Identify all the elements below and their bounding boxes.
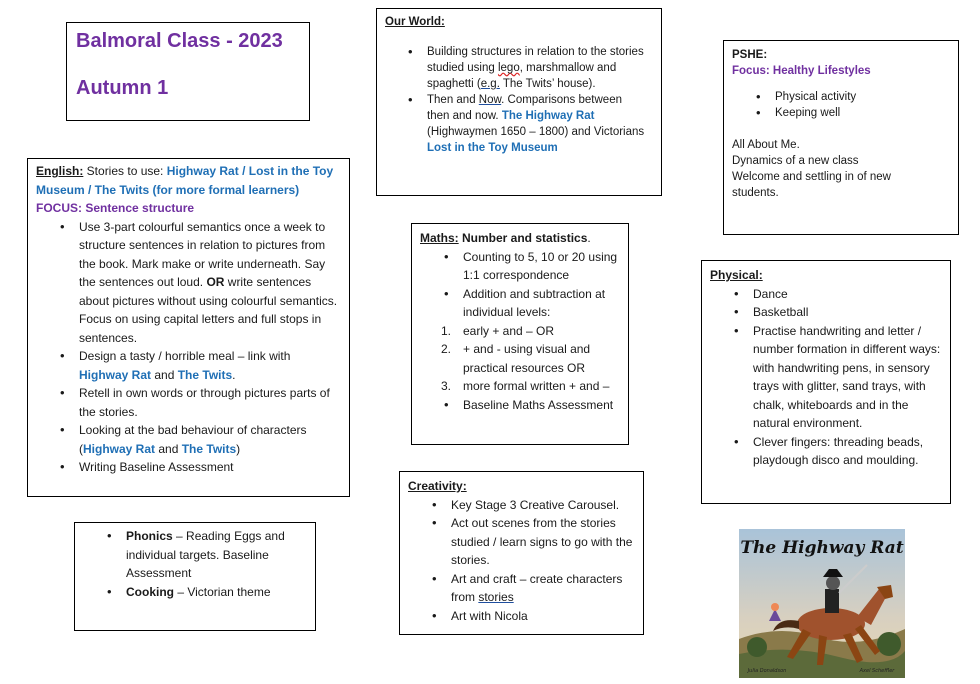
creativity-heading: Creativity: bbox=[408, 479, 467, 493]
list-item: 1. early + and – OR bbox=[441, 323, 555, 338]
pshe-text-2: Dynamics of a new class bbox=[732, 155, 859, 167]
book-cover-illustration bbox=[739, 529, 905, 678]
list-item: • Art with Nicola bbox=[451, 607, 635, 626]
creativity-box bbox=[399, 471, 644, 635]
list-item: • Building structures in relation to the stories studied using lego, marshmallow and spaghetti (e.g. The Twits’ house). bbox=[427, 44, 647, 92]
pshe-text-3: Welcome and settling in of new students. bbox=[732, 171, 891, 199]
english-box bbox=[27, 158, 350, 497]
book-cover-image bbox=[739, 529, 905, 678]
list-item: • Writing Baseline Assessment bbox=[79, 458, 339, 477]
page-title: Balmoral Class - 2023 bbox=[76, 30, 283, 52]
list-item: • Addition and subtraction at individual levels: bbox=[463, 285, 620, 322]
list-item: • Dance bbox=[753, 285, 942, 304]
pshe-text-1: All About Me. bbox=[732, 139, 800, 151]
our-world-heading: Our World: bbox=[385, 16, 445, 28]
book-title: The Highway Rat bbox=[740, 538, 904, 558]
list-item: • Baseline Maths Assessment bbox=[463, 396, 620, 415]
list-item: • Physical activity bbox=[775, 89, 950, 105]
term-title: Autumn 1 bbox=[76, 77, 169, 99]
list-item: • Looking at the bad behaviour of characters (Highway Rat and The Twits) bbox=[79, 421, 339, 458]
book-illustrator: Axel Scheffler bbox=[859, 668, 895, 674]
list-item: • Design a tasty / horrible meal – link with Highway Rat and The Twits. bbox=[79, 347, 339, 384]
physical-heading: Physical: bbox=[710, 268, 763, 282]
list-item: • Then and Now. Comparisons between then and now. The Highway Rat (Highwaymen 1650 – 1800) and Victorians Lost in the Toy Museum bbox=[427, 92, 647, 156]
list-item: • Phonics – Reading Eggs and individual targets. Baseline Assessment bbox=[126, 527, 307, 583]
physical-box bbox=[701, 260, 951, 504]
english-intro: English: Stories to use: Highway Rat / Lost in the Toy Museum / The Twits (for more formal learners) bbox=[36, 164, 334, 197]
our-world-box bbox=[376, 8, 662, 196]
list-item: • Act out scenes from the stories studied / learn signs to go with the stories. bbox=[451, 514, 635, 570]
title-box bbox=[66, 22, 310, 121]
list-item: • Use 3-part colourful semantics once a week to structure sentences in relation to pictures from the book. Mark make or write underneath. Say the sentences out loud. OR write sentences about pictures without using colourful semantics. Focus on using capital letters and full stops in sentences. bbox=[79, 218, 339, 348]
pshe-focus: Focus: Healthy Lifestyles bbox=[732, 65, 871, 77]
list-item: • Key Stage 3 Creative Carousel. bbox=[451, 496, 635, 515]
maths-heading: Maths: Number and statistics. bbox=[420, 231, 591, 245]
list-item: • Clever fingers: threading beads, playdough disco and moulding. bbox=[753, 433, 942, 470]
list-item: • Practise handwriting and letter / number formation in different ways: with handwriting pens, in sensory trays with glitter, sand trays, with chalk, whiteboards and in the natural environment. bbox=[753, 322, 942, 433]
maths-box bbox=[411, 223, 629, 445]
list-item: • Basketball bbox=[753, 303, 942, 322]
pshe-heading: PSHE: bbox=[732, 49, 768, 61]
list-item: • Retell in own words or through pictures parts of the stories. bbox=[79, 384, 339, 421]
phonics-box bbox=[74, 522, 316, 631]
list-item: • Keeping well bbox=[775, 105, 950, 121]
book-author: Julia Donaldson bbox=[747, 668, 787, 674]
list-item: 3. more formal written + and – bbox=[441, 379, 610, 393]
english-focus: FOCUS: Sentence structure bbox=[36, 201, 195, 215]
list-item: • Art and craft – create characters from stories bbox=[451, 570, 635, 607]
list-item: • Counting to 5, 10 or 20 using 1:1 correspondence bbox=[463, 248, 620, 285]
list-item: • Cooking – Victorian theme bbox=[126, 583, 307, 602]
pshe-box bbox=[723, 40, 959, 235]
list-item: 2. + and - using visual and practical resources OR bbox=[441, 342, 591, 375]
